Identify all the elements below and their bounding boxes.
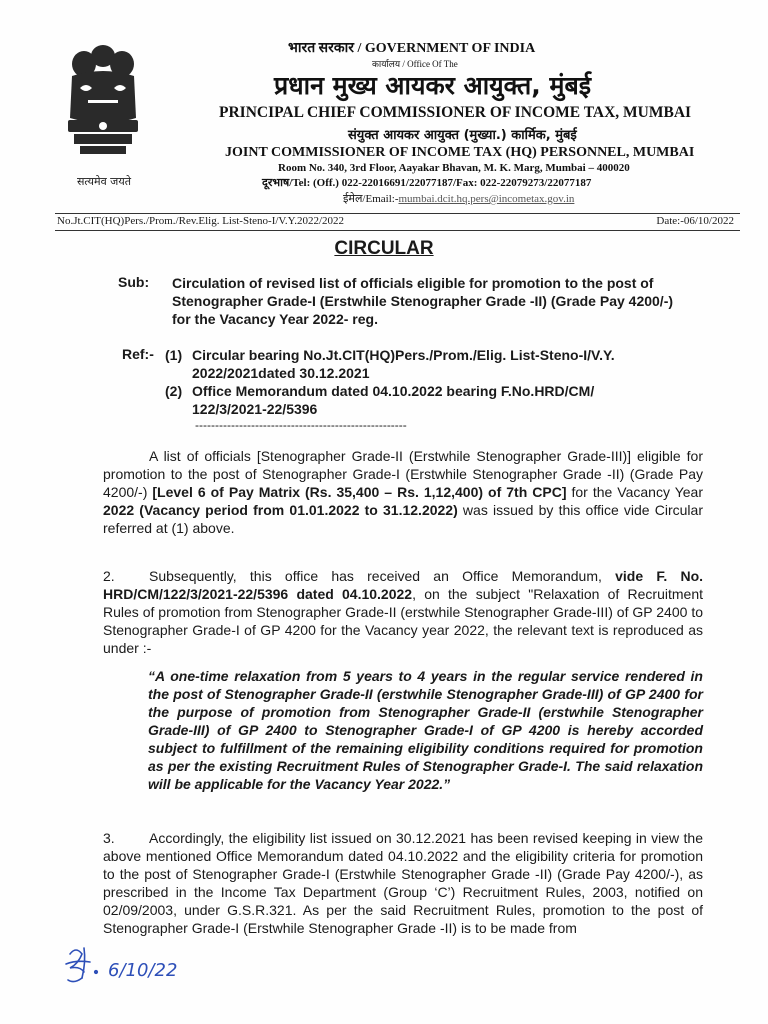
reference-label: Ref:- — [122, 346, 154, 362]
handwritten-date: 6/10/22 — [108, 960, 178, 981]
government-line: भारत सरकार / GOVERNMENT OF INDIA — [288, 41, 536, 56]
circular-heading — [0, 238, 768, 260]
paragraph-1-text-c: for the Vacancy Year — [566, 484, 703, 500]
paragraph-2-text-c: , on the subject "Relaxation of Recruitment Rules of promotion from Stenographer Grade-II (erstwhile Stenographer Grade-III) of GP 2400 to Stenographer Grade-I of GP 4200 for the Vacancy year 2022, the relevant text is reproduced as under :- — [103, 586, 704, 656]
reference-1-line-2: 2022/2021dated 30.12.2021 — [192, 365, 370, 381]
reference-2-line-1: Office Memorandum dated 04.10.2022 bearing F.No.HRD/CM/ — [192, 383, 595, 399]
reference-bar — [55, 213, 740, 231]
email-link[interactable]: mumbai.dcit.hq.pers@incometax.gov.in — [398, 193, 575, 205]
reference-1-line-1: Circular bearing No.Jt.CIT(HQ)Pers./Prom./Elig. List-Steno-I/V.Y. — [192, 347, 615, 363]
paragraph-3-number: 3. — [103, 830, 115, 846]
reference-item-1 — [165, 346, 705, 382]
jc-hindi-title: संयुक्त आयकर आयुक्त (मुख्या.) कार्मिक, मुंबई — [348, 128, 577, 143]
reference-item-2 — [165, 382, 705, 418]
reference-number-2: (2) — [165, 383, 183, 399]
hindi-title: प्रधान मुख्य आयकर आयुक्त, मुंबई — [274, 71, 592, 100]
handwritten-initials-icon — [62, 942, 202, 987]
reference-2-line-2: 122/3/2021-22/5396 — [192, 401, 318, 417]
paragraph-1-vacancy-period: 2022 (Vacancy period from 01.01.2022 to 31.12.2022) — [103, 502, 458, 518]
document-date: Date:-06/10/2022 — [656, 215, 734, 227]
pcc-title: PRINCIPAL CHIEF COMMISSIONER OF INCOME TAX, MUMBAI — [219, 104, 692, 121]
quoted-memorandum-text: “A one-time relaxation from 5 years to 4 years in the regular service rendered in the post of Stenographer Grade-II (erstwhile Stenographer Grade-III) of GP 2400 for the purpose of promotion from Stenographer Grade-II (erstwhile Stenographer Grade-III) of GP 2400 to Stenographer Grade-I of GP 4200 is hereby accorded subject to fulfillment of the remaining eligibility conditions required for promotion as per the existing Recruitment Rules of Stenographer Grade-I. The said relaxation will be applicable for the Vacancy Year 2022.” — [148, 668, 703, 792]
paragraph-1-text-e: was issued by this office vide Circular referred at (1) above. — [103, 502, 703, 536]
paragraph-3-text: Accordingly, the eligibility list issued on 30.12.2021 has been revised keeping in view the above mentioned Office Memorandum dated 04.10.2022 and the eligibility criteria for promotion to the post of Stenographer Grade-I (Erstwhile Stenographer Grade -II) (Grade Pay 4200/-), as prescribed in the Income Tax Department (Group ‘C’) Recruitment Rules, 2003, notified on 02/09/2003, under G.S.R.321. As per the said Recruitment Rules, promotion to the post of Stenographer Grade-I (Erstwhile Stenographer Grade -II) is to be made from — [103, 830, 703, 936]
telephone-line: दूरभाष/Tel: (Off.) 022-22016691/22077187/Fax: 022-22079273/22077187 — [262, 177, 592, 189]
reference-divider: ----------------------------------------------------- — [195, 418, 407, 432]
paragraph-2-text-a: Subsequently, this office has received an Office Memorandum, — [149, 568, 616, 584]
emblem-motto: सत्यमेव जयते — [76, 175, 131, 188]
address-line: Room No. 340, 3rd Floor, Aayakar Bhavan, M. K. Marg, Mumbai – 400020 — [278, 162, 630, 174]
paragraph-1 — [103, 447, 703, 537]
jc-title: JOINT COMMISSIONER OF INCOME TAX (HQ) PERSONNEL, MUMBAI — [225, 145, 695, 160]
paragraph-3 — [103, 829, 703, 937]
email-label: ईमेल/Email:- — [343, 193, 399, 205]
office-line: कार्यालय / Office Of The — [372, 59, 458, 69]
subject-label: Sub: — [118, 274, 150, 290]
reference-number-1: (1) — [165, 347, 183, 363]
reference-number: No.Jt.CIT(HQ)Pers./Prom./Rev.Elig. List-Steno-I/V.Y.2022/2022 — [57, 215, 345, 227]
paragraph-2-number: 2. — [103, 568, 115, 584]
national-emblem-icon — [58, 38, 148, 190]
paragraph-2-memo-ref: vide F. No. HRD/CM/122/3/2021-22/5396 dated 04.10.2022 — [103, 568, 704, 602]
subject-text: Circulation of revised list of officials eligible for promotion to the post of Stenographer Grade-I (Erstwhile Stenographer Grade -II) (Grade Pay 4200/-) for the Vacancy Year 2022- reg. — [172, 275, 674, 327]
paragraph-2 — [103, 567, 703, 657]
paragraph-1-pay-level: [Level 6 of Pay Matrix (Rs. 35,400 – Rs. 1,12,400) of 7th CPC] — [152, 484, 567, 500]
email-line — [343, 191, 574, 206]
circular-title: CIRCULAR — [334, 238, 434, 259]
paragraph-1-text-a: A list of officials [Stenographer Grade-II (Erstwhile Stenographer Grade-III)] eligible for promotion to the post of Stenographer Grade-I (Erstwhile Stenographer Grade -II) (Grade Pay 4200/-) — [103, 448, 703, 500]
